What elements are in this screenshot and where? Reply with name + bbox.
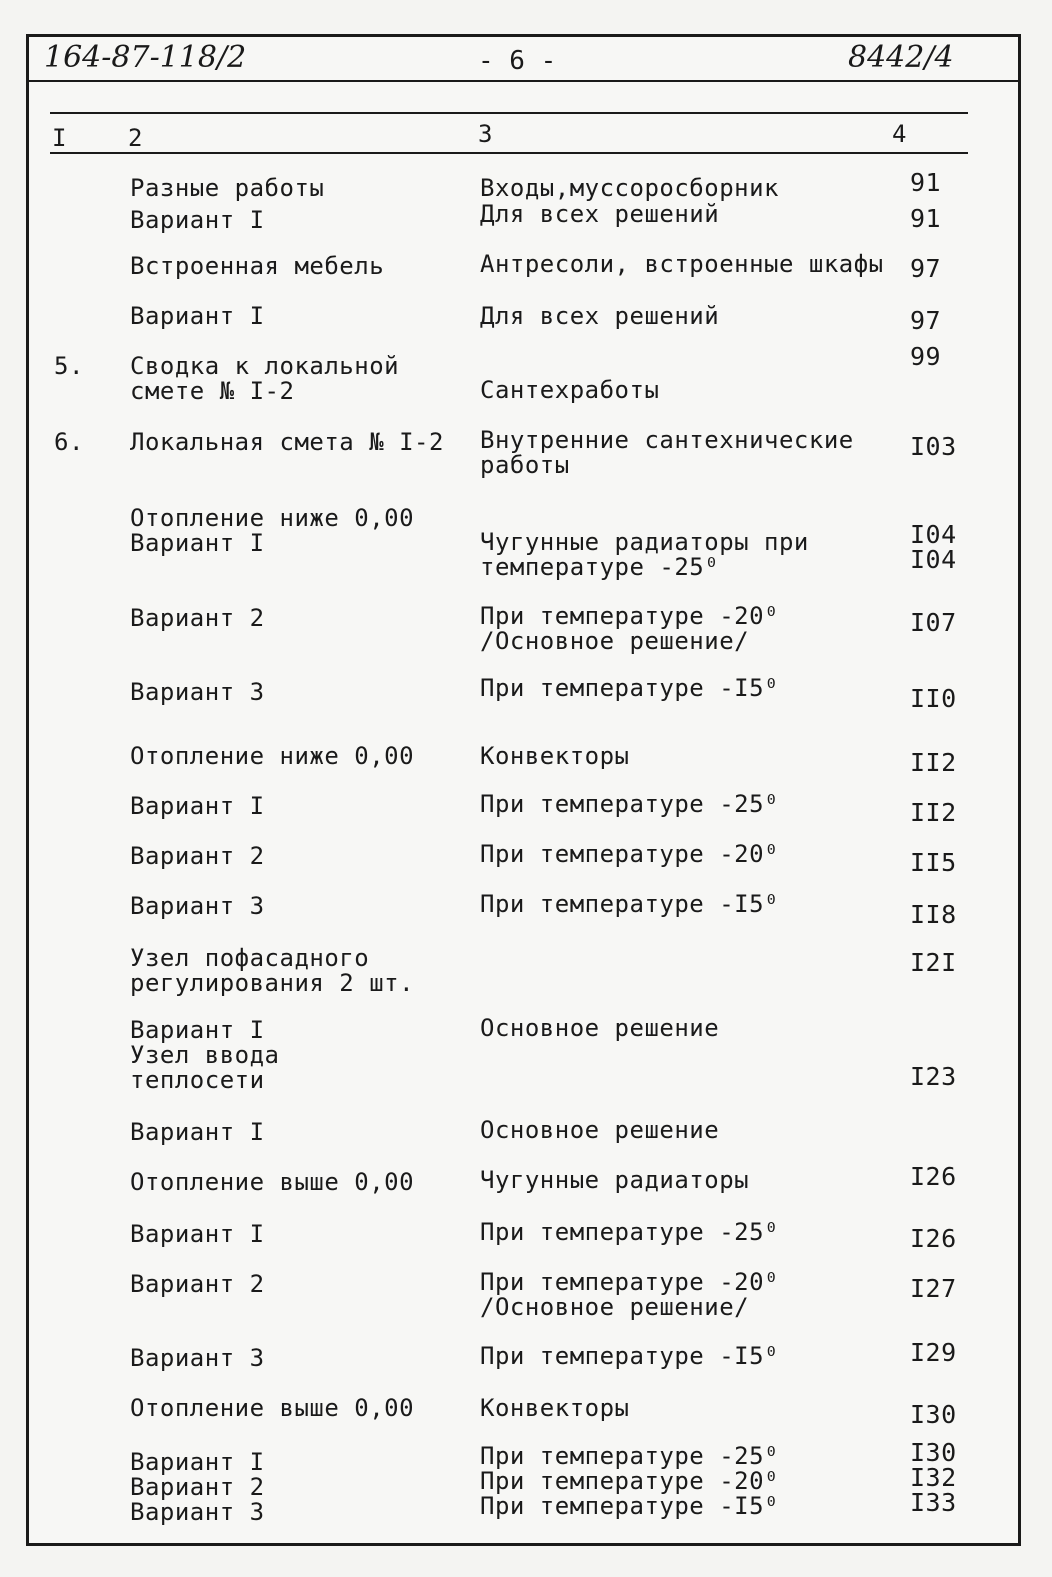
row-10-c4: II2 (910, 798, 957, 827)
row-4-c1: 5. (54, 352, 84, 380)
row-14-c3: Основное решение (480, 1014, 720, 1042)
row-1-c4: 91 (910, 204, 942, 233)
row-19-c3: При температуре -I5⁰ (480, 1342, 779, 1370)
row-0-c2: Разные работы (130, 174, 325, 202)
row-17-c4: I26 (910, 1224, 957, 1253)
row-8-c2: Вариант 3 (130, 678, 265, 706)
row-20-c2: Отопление выше 0,00 (130, 1394, 415, 1422)
row-1-c3: Для всех решений (480, 200, 720, 228)
row-11-c3: При температуре -20⁰ (480, 840, 779, 868)
row-7-c4: I07 (910, 608, 957, 637)
row-8-c4: II0 (910, 684, 957, 713)
table-top-rule (50, 112, 968, 114)
row-21-c4: I30 I32 I33 (910, 1438, 957, 1517)
row-10-c3: При температуре -25⁰ (480, 790, 779, 818)
row-20-c3: Конвекторы (480, 1394, 630, 1422)
row-9-c3: Конвекторы (480, 742, 630, 770)
row-5-c4: I03 (910, 432, 957, 461)
row-11-c4: II5 (910, 848, 957, 877)
row-16-c3: Чугунные радиаторы (480, 1166, 750, 1194)
row-16-c2: Отопление выше 0,00 (130, 1168, 415, 1196)
row-4-c3: Сантехработы (480, 376, 660, 404)
row-20-c4: I30 (910, 1400, 957, 1429)
row-18-c2: Вариант 2 (130, 1270, 265, 1298)
row-4-c2: Сводка к локальной смете № I-2 (130, 352, 400, 405)
row-6-c3: Чугунные радиаторы при температуре -25⁰ (480, 528, 809, 581)
row-13-c2: Узел пофасадного регулирования 2 шт. (130, 944, 415, 997)
row-15-c3: Основное решение (480, 1116, 720, 1144)
col-header-1: I (52, 124, 67, 152)
row-8-c3: При температуре -I5⁰ (480, 674, 779, 702)
page-number: - 6 - (478, 46, 557, 76)
row-10-c2: Вариант I (130, 792, 265, 820)
row-9-c4: II2 (910, 748, 957, 777)
row-2-c2: Встроенная мебель (130, 252, 385, 280)
row-21-c3: При температуре -25⁰ При температуре -20⁰ При температуре -I5⁰ (480, 1442, 779, 1520)
row-6-c2: Отопление ниже 0,00 Вариант I (130, 504, 415, 557)
row-3-c2: Вариант I (130, 302, 265, 330)
row-21-c2: Вариант I Вариант 2 Вариант 3 (130, 1448, 265, 1526)
row-1-c2: Вариант I (130, 206, 265, 234)
row-19-c2: Вариант 3 (130, 1344, 265, 1372)
row-6-c4: I04 I04 (910, 520, 957, 574)
row-9-c2: Отопление ниже 0,00 (130, 742, 415, 770)
row-16-c4: I26 (910, 1162, 957, 1191)
row-5-c3: Внутренние сантехнические работы (480, 426, 854, 479)
row-0-c4: 91 (910, 168, 942, 197)
doc-code: 164-87-118/2 (44, 40, 247, 75)
row-14-c4: I23 (910, 1062, 957, 1091)
row-12-c4: II8 (910, 900, 957, 929)
row-19-c4: I29 (910, 1338, 957, 1367)
row-3-c4: 97 (910, 306, 942, 335)
row-2-c4: 97 (910, 254, 942, 283)
row-12-c3: При температуре -I5⁰ (480, 890, 779, 918)
header-divider (26, 80, 1021, 82)
row-13-c4: I2I (910, 948, 957, 977)
row-12-c2: Вариант 3 (130, 892, 265, 920)
row-0-c3: Входы,муссоросборник (480, 174, 779, 202)
doc-ref: 8442/4 (848, 40, 954, 75)
row-5-c2: Локальная смета № I-2 (130, 428, 444, 456)
col-header-4: 4 (892, 120, 907, 148)
col-header-3: 3 (478, 120, 493, 148)
table-header-rule (50, 152, 968, 154)
row-7-c2: Вариант 2 (130, 604, 265, 632)
row-2-c3: Антресоли, встроенные шкафы (480, 250, 884, 278)
row-18-c3: При температуре -20⁰ /Основное решение/ (480, 1268, 779, 1321)
row-18-c4: I27 (910, 1274, 957, 1303)
row-15-c2: Вариант I (130, 1118, 265, 1146)
row-14-c2: Вариант I Узел ввода теплосети (130, 1016, 280, 1094)
col-header-2: 2 (128, 124, 143, 152)
row-5-c1: 6. (54, 428, 84, 456)
row-3-c3: Для всех решений (480, 302, 720, 330)
row-17-c2: Вариант I (130, 1220, 265, 1248)
row-17-c3: При температуре -25⁰ (480, 1218, 779, 1246)
row-11-c2: Вариант 2 (130, 842, 265, 870)
row-7-c3: При температуре -20⁰ /Основное решение/ (480, 602, 779, 655)
row-4-c4: 99 (910, 342, 942, 371)
